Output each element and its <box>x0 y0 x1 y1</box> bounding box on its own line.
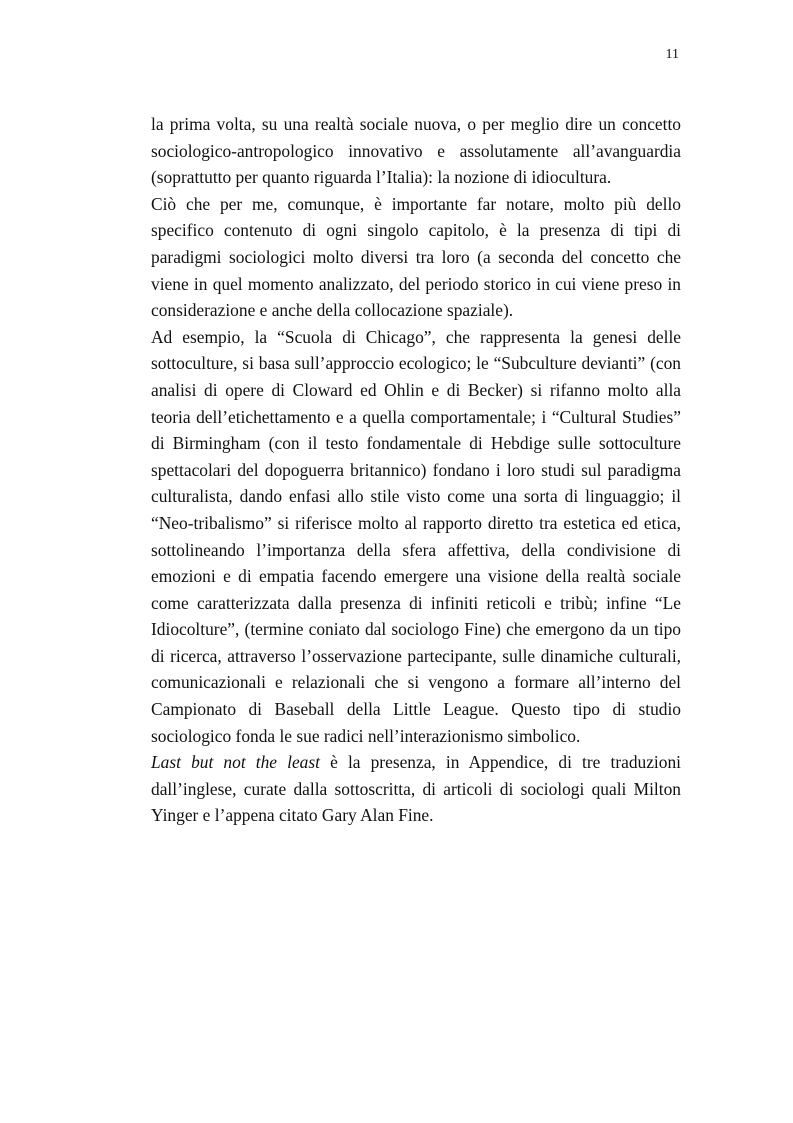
italic-phrase: Last but not the least <box>151 752 320 773</box>
paragraph-text: è la presenza, in Appendice, di tre traduzioni dall’inglese, curate dalla sottoscritta, di articoli di sociologi quali Milton Yinger e l’appena citato Gary Alan Fine. <box>151 752 681 826</box>
page-number: 11 <box>665 47 679 62</box>
paragraph-text: Ad esempio, la “Scuola di Chicago”, che rappresenta la genesi delle sottoculture, si basa sull’approccio ecologico; le “Subculture devianti” (con analisi di opere di Cloward ed Ohlin e di Becker) si rifanno molto alla teoria dell’etichettamento e a quella comportamentale; i “Cultural Studies” di Birmingham (con il testo fondamentale di Hebdige sulle sottoculture spettacolari del dopoguerra britannico) fondano i loro studi sul paradigma culturalista, dando enfasi allo stile visto come una sorta di linguaggio; il “Neo-tribalismo” si riferisce molto al rapporto diretto tra estetica ed etica, sottolineando l’importanza della sfera affettiva, della condivisione di emozioni e di empatia facendo emergere una visione della realtà sociale come caratterizzata dalla presenza di infiniti reticoli e tribù; infine “Le Idiocolture”, (termine coniato dal sociologo Fine) che emergono da un tipo di ricerca, attraverso l’osservazione partecipante, sulle dinamiche culturali, comunicazionali e relazionali che si vengono a formare all’interno del Campionato di Baseball della Little League. Questo tipo di studio sociologico fonda le sue radici nell’interazionismo simbolico. <box>151 326 681 746</box>
paragraph-paradigmi <box>151 191 681 324</box>
paragraph-esempi-sottoculture <box>151 324 681 750</box>
paragraph-text: la prima volta, su una realtà sociale nuova, o per meglio dire un concetto sociologico-antropologico innovativo e assolutamente all’avanguardia (soprattutto per quanto riguarda l’Italia): la nozione di idiocultura. <box>151 114 681 188</box>
body-text <box>151 111 681 829</box>
paragraph-idiocultura <box>151 111 681 191</box>
paragraph-appendice <box>151 749 681 829</box>
paragraph-text: Ciò che per me, comunque, è importante far notare, molto più dello specifico contenuto di ogni singolo capitolo, è la presenza di tipi di paradigmi sociologici molto diversi tra loro (a seconda del concetto che viene in quel momento analizzato, del periodo storico in cui viene preso in considerazione e anche della collocazione spaziale). <box>151 193 681 321</box>
